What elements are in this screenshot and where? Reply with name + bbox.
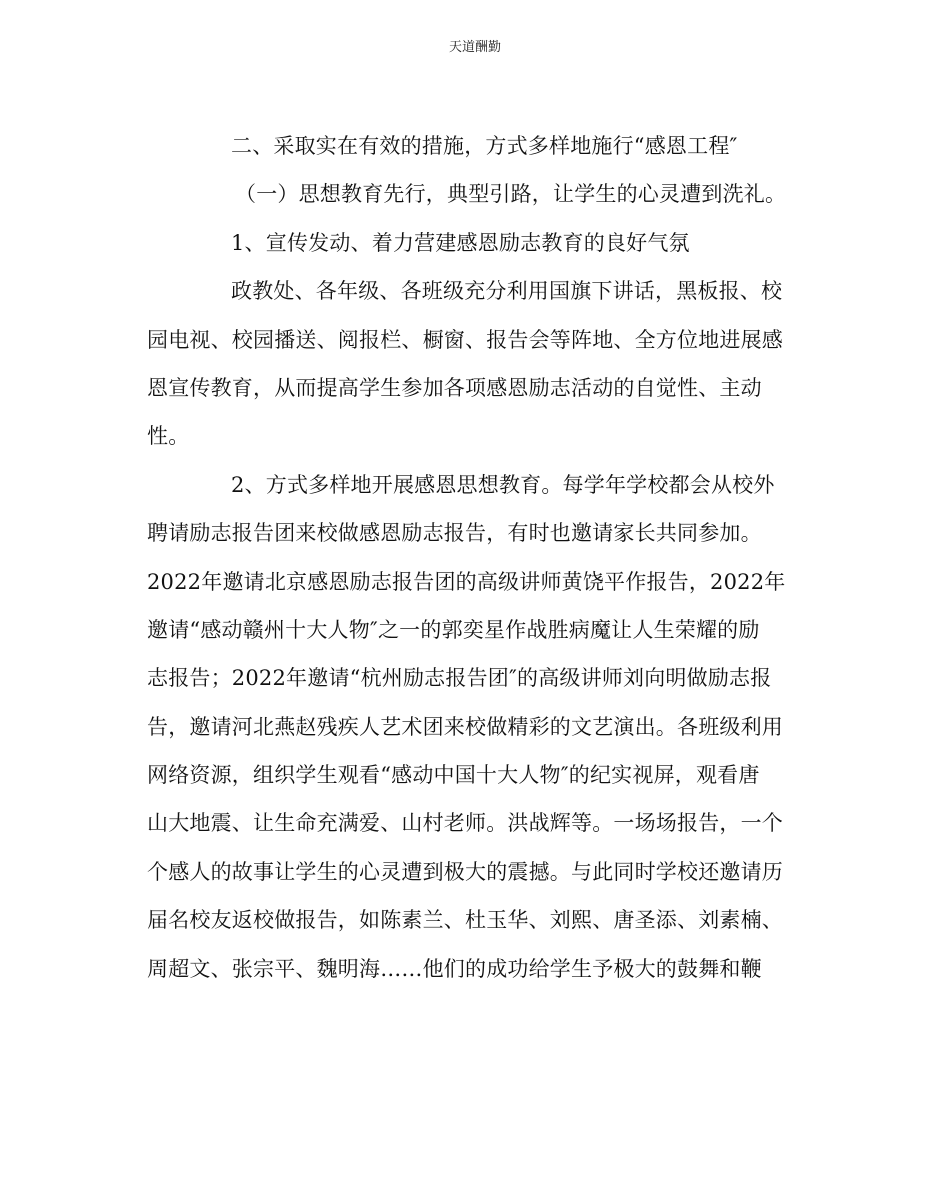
paragraph-2-line-1: 2、方式多样地开展感恩思想教育。每学年学校都会从校外 [231, 472, 775, 497]
section-heading: 二、采取实在有效的措施，方式多样地施行“感恩工程″ [231, 134, 738, 158]
paragraph-1-line-4: 性。 [147, 424, 190, 449]
paragraph-2-line-6: 告，邀请河北燕赵残疾人艺术团来校做精彩的文艺演出。各班级利用 [147, 714, 783, 739]
paragraph-1-line-1: 政教处、各年级、各班级充分利用国旗下讲话，黑板报、校 [231, 279, 783, 304]
page-header: 天道酬勤 [448, 40, 501, 55]
item-heading-1: 1、宣传发动、着力营建感恩励志教育的良好气氛 [231, 230, 690, 255]
paragraph-2-line-2: 聘请励志报告团来校做感恩励志报告，有时也邀请家长共同参加。 [147, 521, 762, 546]
subsection-heading: （一）思想教育先行，典型引路，让学生的心灵遭到洗礼。 [235, 182, 787, 207]
paragraph-2-line-4: 邀请“感动赣州十大人物″之一的郭奕星作战胜病魔让人生荣耀的励 [147, 617, 760, 642]
paragraph-2-line-9: 个感人的故事让学生的心灵遭到极大的震撼。与此同时学校还邀请历 [147, 859, 783, 884]
document-body [147, 122, 803, 993]
paragraph-1-line-2: 园电视、校园播送、阅报栏、橱窗、报告会等阵地、全方位地进展感 [147, 327, 783, 352]
paragraph-2-line-11: 周超文、张宗平、魏明海……他们的成功给学生予极大的鼓舞和鞭 [147, 956, 762, 981]
paragraph-2-line-3: 2022年邀请北京感恩励志报告团的高级讲师黄饶平作报告，2022年 [147, 569, 786, 594]
paragraph-2-line-10: 届名校友返校做报告，如陈素兰、杜玉华、刘熙、唐圣添、刘素楠、 [147, 908, 783, 933]
paragraph-2-line-8: 山大地震、让生命充满爱、山村老师。洪战辉等。一场场报告，一个 [147, 811, 783, 836]
paragraph-2-line-5: 志报告；2022年邀请“杭州励志报告团″的高级讲师刘向明做励志报 [147, 666, 772, 691]
paragraph-1-line-3: 恩宣传教育，从而提高学生参加各项感恩励志活动的自觉性、主动 [147, 375, 762, 400]
paragraph-2-line-7: 网络资源，组织学生观看“感动中国十大人物″的纪实视屏，观看唐 [147, 763, 760, 788]
